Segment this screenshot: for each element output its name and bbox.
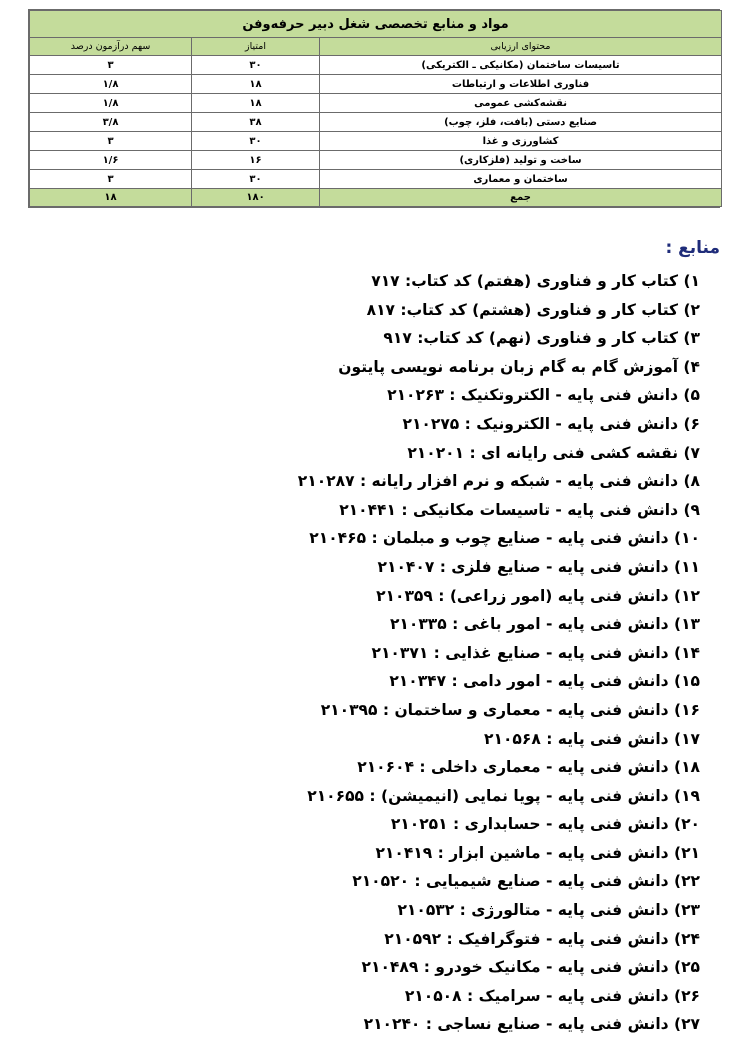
table-row <box>30 151 722 170</box>
source-item: ۲۴) دانش فنی پایه - فتوگرافیک : ۲۱۰۵۹۲ <box>384 929 700 948</box>
table-row <box>30 94 722 113</box>
source-item: ۹) دانش فنی پایه - تاسیسات مکانیکی : ۲۱۰۴۴۱ <box>339 500 700 519</box>
source-item: ۱۶) دانش فنی پایه - معماری و ساختمان : ۲۱۰۳۹۵ <box>320 700 700 719</box>
header-share: سهم درآزمون درصد <box>30 38 192 56</box>
cell-points: ۱۸ <box>192 75 320 94</box>
cell-content: ساخت و تولید (فلزکاری) <box>320 151 722 170</box>
cell-share: ۳ <box>30 132 192 151</box>
table-header-row <box>30 38 722 56</box>
source-item: ۲۲) دانش فنی پایه - صنایع شیمیایی : ۲۱۰۵۲۰ <box>352 872 700 891</box>
source-item: ۴) آموزش گام به گام زبان برنامه نویسی پایتون <box>338 357 700 376</box>
source-item: ۲۳) دانش فنی پایه - متالورژی : ۲۱۰۵۳۲ <box>397 901 700 920</box>
table-row <box>30 170 722 189</box>
cell-share: ۳/۸ <box>30 113 192 132</box>
source-item: ۷) نقشه کشی فنی رایانه ای : ۲۱۰۲۰۱ <box>407 443 700 462</box>
source-item: ۳) کتاب کار و فناوری (نهم) کد کتاب: ۹۱۷ <box>383 329 700 348</box>
source-item: ۲۱) دانش فنی پایه - ماشین ابزار : ۲۱۰۴۱۹ <box>375 843 700 862</box>
table-row <box>30 132 722 151</box>
source-item: ۵) دانش فنی پایه - الکتروتکنیک : ۲۱۰۲۶۳ <box>387 386 700 405</box>
header-points: امتیاز <box>192 38 320 56</box>
source-item: ۱۸) دانش فنی پایه - معماری داخلی : ۲۱۰۶۰۴ <box>357 758 700 777</box>
source-item: ۲۵) دانش فنی پایه - مکانیک خودرو : ۲۱۰۴۸۹ <box>361 958 700 977</box>
cell-points: ۱۸ <box>192 94 320 113</box>
source-item: ۱۰) دانش فنی پایه - صنایع چوب و مبلمان : ۲۱۰۴۶۵ <box>309 529 700 548</box>
cell-share: ۱/۶ <box>30 151 192 170</box>
sources-list <box>20 267 720 1039</box>
source-item: ۱۹) دانش فنی پایه - پویا نمایی (انیمیشن) : ۲۱۰۶۵۵ <box>307 786 700 805</box>
table-total-row <box>30 189 722 207</box>
source-item: ۲۶) دانش فنی پایه - سرامیک : ۲۱۰۵۰۸ <box>404 986 700 1005</box>
source-item: ۶) دانش فنی پایه - الکترونیک : ۲۱۰۲۷۵ <box>402 414 700 433</box>
sources-heading: منابع : <box>665 238 720 258</box>
source-item: ۱۳) دانش فنی پایه - امور باغی : ۲۱۰۳۳۵ <box>389 615 700 634</box>
source-item: ۲۷) دانش فنی پایه - صنایع نساجی : ۲۱۰۲۴۰ <box>363 1015 700 1034</box>
source-item: ۱) کتاب کار و فناوری (هفتم) کد کتاب: ۷۱۷ <box>371 272 700 290</box>
cell-points: ۳۸ <box>192 113 320 132</box>
cell-share: ۳ <box>30 170 192 189</box>
cell-content: صنایع دستی (بافت، فلز، چوب) <box>320 113 722 132</box>
table-row <box>30 113 722 132</box>
cell-points: ۳۰ <box>192 170 320 189</box>
cell-points: ۱۶ <box>192 151 320 170</box>
subjects-table-container <box>28 9 720 208</box>
source-item: ۲) کتاب کار و فناوری (هشتم) کد کتاب: ۸۱۷ <box>366 300 700 319</box>
cell-content: تاسیسات ساختمان (مکانیکی ـ الکتریکی) <box>320 56 722 75</box>
cell-content: نقشه‌کشی عمومی <box>320 94 722 113</box>
total-share: ۱۸ <box>30 189 192 207</box>
source-item: ۱۱) دانش فنی پایه - صنایع فلزی : ۲۱۰۴۰۷ <box>377 557 700 576</box>
source-item: ۱۲) دانش فنی پایه (امور زراعی) : ۲۱۰۳۵۹ <box>376 586 700 605</box>
cell-content: فناوری اطلاعات و ارتباطات <box>320 75 722 94</box>
source-item: ۸) دانش فنی پایه - شبکه و نرم افزار رایانه : ۲۱۰۲۸۷ <box>297 472 700 491</box>
cell-share: ۱/۸ <box>30 75 192 94</box>
cell-points: ۳۰ <box>192 56 320 75</box>
cell-content: ساختمان و معماری <box>320 170 722 189</box>
table-title-row <box>30 11 722 38</box>
total-content: جمع <box>320 189 722 207</box>
cell-share: ۳ <box>30 56 192 75</box>
header-content: محتوای ارزیابی <box>320 38 722 56</box>
source-item: ۲۰) دانش فنی پایه - حسابداری : ۲۱۰۲۵۱ <box>390 815 700 834</box>
table-row <box>30 75 722 94</box>
cell-share: ۱/۸ <box>30 94 192 113</box>
table-row <box>30 56 722 75</box>
table-title: مواد و منابع تخصصی شغل دبیر حرفه‌وفن <box>30 11 722 38</box>
source-item: ۱۷) دانش فنی پایه : ۲۱۰۵۶۸ <box>484 729 700 748</box>
total-points: ۱۸۰ <box>192 189 320 207</box>
source-item: ۱۵) دانش فنی پایه - امور دامی : ۲۱۰۳۴۷ <box>389 672 700 691</box>
sources-section <box>20 236 720 1039</box>
subjects-table <box>29 10 722 207</box>
cell-points: ۳۰ <box>192 132 320 151</box>
source-item: ۱۴) دانش فنی پایه - صنایع غذایی : ۲۱۰۳۷۱ <box>371 643 700 662</box>
cell-content: کشاورزی و غذا <box>320 132 722 151</box>
